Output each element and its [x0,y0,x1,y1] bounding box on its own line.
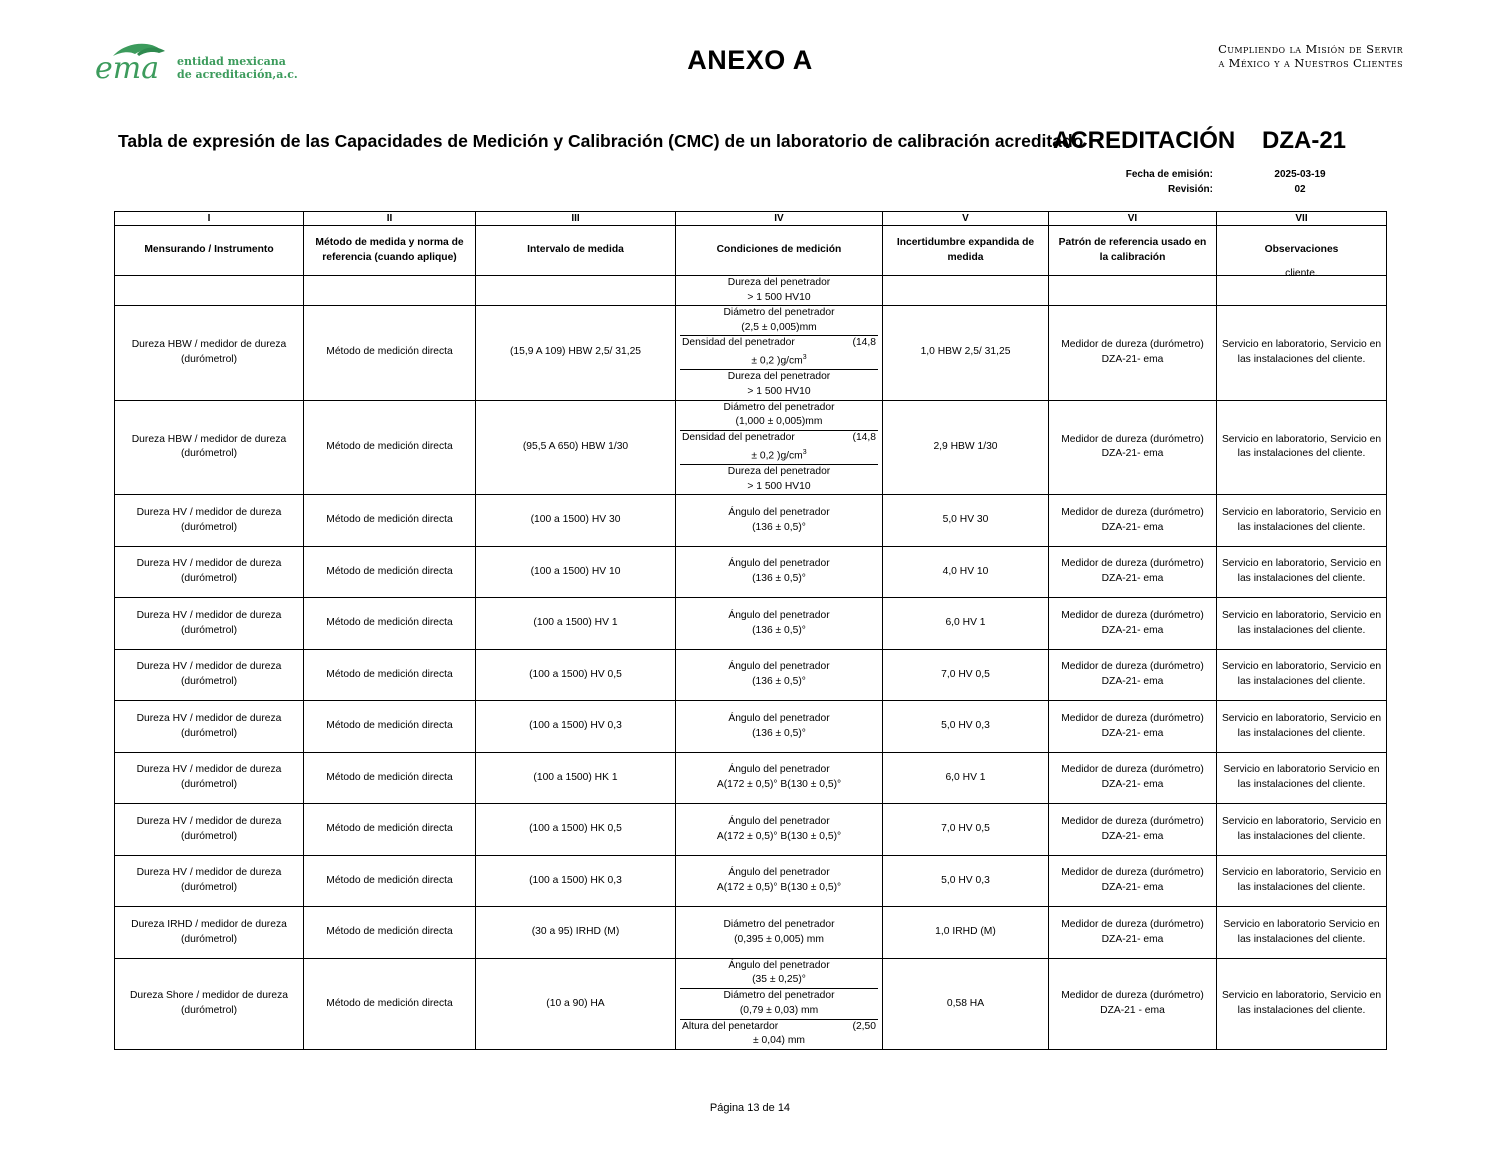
cell-mensurando: Dureza IRHD / medidor de dureza (durómetrol) [115,907,304,959]
cell-intervalo: (100 a 1500) HK 1 [476,752,676,804]
cell-condiciones [676,400,883,495]
page-number: Página 13 de 14 [709,1102,791,1114]
cell-incertidumbre: 7,0 HV 0,5 [883,804,1049,856]
cmc-table [114,211,1387,1050]
cell-patron: Medidor de dureza (durómetro) DZA-21- ema [1049,546,1217,598]
cond-value: (0,395 ± 0,005) mm [734,933,824,945]
cell-mensurando: Dureza HBW / medidor de dureza (durómetrol) [115,306,304,401]
cell-mensurando: Dureza HV / medidor de dureza (durómetrol) [115,546,304,598]
cell-metodo: Método de medición directa [304,752,476,804]
cond-value: (136 ± 0,5)° [752,521,806,533]
header-observaciones: Observaciones [1217,226,1387,276]
cell-intervalo: (30 a 95) IRHD (M) [476,907,676,959]
cell-condiciones [676,306,883,401]
cond-label: Diámetro del penetrador [723,401,835,413]
cell-intervalo: (100 a 1500) HV 0,5 [476,649,676,701]
cond-label: Densidad del penetrador [682,432,795,444]
motto-line-1: Cumpliendo la Misión de Servir [1218,42,1403,56]
annex-title: ANEXO A [687,45,813,75]
cell-intervalo: (100 a 1500) HV 1 [476,598,676,650]
cond-label: Diámetro del penetrador [723,307,835,318]
motto [1218,42,1403,70]
cond-value: > 1 500 HV10 [747,291,811,303]
cond-diametro [680,988,878,1018]
unit-exponent: 3 [802,448,807,456]
cond-dureza [680,369,878,399]
cond-label: Densidad del penetrador [682,337,795,349]
cell-condiciones [676,855,883,907]
header-incertidumbre: Incertidumbre expandida de medida [883,226,1049,276]
cell-condiciones [676,546,883,598]
cell-condiciones [676,701,883,753]
cell-metodo: Método de medición directa [304,855,476,907]
cond-value: > 1 500 HV10 [747,385,811,397]
cond-label: Dureza del penetrador [727,277,831,288]
obs-fragment: cliente. [1285,268,1318,279]
cell-incertidumbre: 5,0 HV 0,3 [883,701,1049,753]
cond-label: Ángulo del penetrador [728,661,830,673]
cell-incertidumbre: 0,58 HA [883,958,1049,1049]
col-numeral: I [115,212,304,226]
cell-observaciones: Servicio en laboratorio, Servicio en las instalaciones del cliente. [1217,804,1387,856]
table-row [115,495,1387,547]
cell-condiciones [676,752,883,804]
col-numeral: V [883,212,1049,226]
cell-observaciones: Servicio en laboratorio, Servicio en las instalaciones del cliente. [1217,958,1387,1049]
cond-value: (2,5 ± 0,005)mm [741,321,817,333]
logo-line-2: de acreditación,a.c. [177,68,298,81]
cell-intervalo: (95,5 A 650) HBW 1/30 [476,400,676,495]
unit-exponent: 3 [802,354,807,362]
cond-label: Diámetro del penetrador [723,918,835,930]
cell-intervalo: (100 a 1500) HV 10 [476,546,676,598]
document-title: Tabla de expresión de las Capacidades de Medición y Calibración (CMC) de un laboratorio de calibración acreditado [118,131,1084,151]
cond-value: > 1 500 HV10 [747,480,811,492]
cell-patron: Medidor de dureza (durómetro) DZA-21 - ema [1049,958,1217,1049]
cell-patron: Medidor de dureza (durómetro) DZA-21- ema [1049,306,1217,401]
cell-patron: Medidor de dureza (durómetro) DZA-21- ema [1049,907,1217,959]
cell-metodo: Método de medición directa [304,649,476,701]
logo-line-1: entidad mexicana [177,55,286,68]
cell-patron: Medidor de dureza (durómetro) DZA-21- ema [1049,400,1217,495]
cell-condiciones [676,598,883,650]
table-row [115,958,1387,1049]
cell-incertidumbre: 4,0 HV 10 [883,546,1049,598]
header-patron: Patrón de referencia usado en la calibración [1049,226,1217,276]
table-row [115,400,1387,495]
table-row [115,649,1387,701]
cell-incertidumbre: 2,9 HBW 1/30 [883,400,1049,495]
cond-label: Dureza del penetrador [727,371,831,383]
cond-diametro [680,306,878,335]
cond-value: (0,79 ± 0,03) mm [739,1004,819,1016]
table-row [115,701,1387,753]
header-intervalo: Intervalo de medida [476,226,676,276]
cell-condiciones [676,958,883,1049]
table-row [115,546,1387,598]
revision-label: Revisión: [1167,184,1213,195]
cell-intervalo: (100 a 1500) HV 30 [476,495,676,547]
col-numeral: II [304,212,476,226]
cond-value: (14,8 [852,337,876,349]
cell-empty [1049,276,1217,306]
cell-patron: Medidor de dureza (durómetro) DZA-21- ema [1049,649,1217,701]
cell-incertidumbre: 5,0 HV 0,3 [883,855,1049,907]
cell-mensurando: Dureza HV / medidor de dureza (durómetrol) [115,495,304,547]
cell-patron: Medidor de dureza (durómetro) DZA-21- ema [1049,752,1217,804]
cell-observaciones: Servicio en laboratorio, Servicio en las instalaciones del cliente. [1217,306,1387,401]
cell-empty [883,276,1049,306]
cond-value: ± 0,2 )g/cm [751,450,803,462]
roman-header-row [115,212,1387,226]
cond-value: (136 ± 0,5)° [752,727,806,739]
cond-diametro [680,401,878,430]
cell-condiciones [676,804,883,856]
cell-incertidumbre: 1,0 IRHD (M) [883,907,1049,959]
cell-observaciones: Servicio en laboratorio, Servicio en las instalaciones del cliente. [1217,495,1387,547]
cell-observaciones: Servicio en laboratorio, Servicio en las instalaciones del cliente. [1217,400,1387,495]
column-header-row [115,226,1387,276]
cell-intervalo: (10 a 90) HA [476,958,676,1049]
cond-altura [680,1019,878,1049]
cell-incertidumbre: 6,0 HV 1 [883,752,1049,804]
header-metodo: Método de medida y norma de referencia (cuando aplique) [304,226,476,276]
cond-value: (136 ± 0,5)° [752,676,806,688]
cond-label: Ángulo del penetrador [728,959,830,971]
motto-line-2: a México y a Nuestros Clientes [1218,56,1403,70]
cond-value: A(172 ± 0,5)° B(130 ± 0,5)° [716,882,842,894]
cell-metodo: Método de medición directa [304,701,476,753]
cond-label: Ángulo del penetrador [728,712,830,724]
table-row [115,598,1387,650]
cell-metodo: Método de medición directa [304,306,476,401]
cell-patron: Medidor de dureza (durómetro) DZA-21- ema [1049,804,1217,856]
cell-incertidumbre: 1,0 HBW 2,5/ 31,25 [883,306,1049,401]
cell-observaciones: Servicio en laboratorio, Servicio en las instalaciones del cliente. [1217,649,1387,701]
cond-value: A(172 ± 0,5)° B(130 ± 0,5)° [716,830,842,842]
cond-label: Ángulo del penetrador [728,558,830,570]
issue-date-label: Fecha de emisión: [1125,169,1213,180]
cell-patron: Medidor de dureza (durómetro) DZA-21- ema [1049,598,1217,650]
cond-label: Ángulo del penetrador [728,867,830,879]
cell-intervalo: (15,9 A 109) HBW 2,5/ 31,25 [476,306,676,401]
cond-value: A(172 ± 0,5)° B(130 ± 0,5)° [716,779,842,791]
cond-label: Ángulo del penetrador [728,815,830,827]
cell-mensurando: Dureza HV / medidor de dureza (durómetrol) [115,804,304,856]
cell-metodo: Método de medición directa [304,495,476,547]
cell-condiciones [676,907,883,959]
cell-mensurando: Dureza HV / medidor de dureza (durómetrol) [115,752,304,804]
cond-label: Altura del penetardor [682,1020,779,1032]
cond-label: Ángulo del penetrador [728,764,830,776]
cell-patron: Medidor de dureza (durómetro) DZA-21- ema [1049,855,1217,907]
cell-incertidumbre: 7,0 HV 0,5 [883,649,1049,701]
cond-value: ± 0,04) mm [753,1035,805,1047]
cond-angulo [680,959,878,988]
cell-metodo: Método de medición directa [304,546,476,598]
cell-metodo: Método de medición directa [304,907,476,959]
cond-densidad [680,430,878,464]
cell-mensurando: Dureza Shore / medidor de dureza (durómetrol) [115,958,304,1049]
cond-value: (136 ± 0,5)° [752,624,806,636]
cell-metodo: Método de medición directa [304,804,476,856]
cell-metodo: Método de medición directa [304,400,476,495]
cond-value: (1,000 ± 0,005)mm [735,416,823,428]
accreditation-label: ACREDITACIÓN [1053,127,1236,154]
cell-incertidumbre: 5,0 HV 30 [883,495,1049,547]
table-row [115,804,1387,856]
cell-patron: Medidor de dureza (durómetro) DZA-21- ema [1049,495,1217,547]
cond-dureza [680,464,878,494]
cell-metodo: Método de medición directa [304,598,476,650]
table-row-continued [115,276,1387,306]
accreditation-code: DZA-21 [1262,127,1347,154]
table-row [115,855,1387,907]
cell-mensurando: Dureza HV / medidor de dureza (durómetrol) [115,649,304,701]
table-row [115,752,1387,804]
cell-observaciones: Servicio en laboratorio, Servicio en las instalaciones del cliente. [1217,701,1387,753]
cell-incertidumbre: 6,0 HV 1 [883,598,1049,650]
cell-empty [304,276,476,306]
col-numeral: IV [676,212,883,226]
cell-metodo: Método de medición directa [304,958,476,1049]
col-numeral: VII [1217,212,1387,226]
cell-observaciones [1217,268,1387,306]
cell-intervalo: (100 a 1500) HK 0,5 [476,804,676,856]
cell-mensurando: Dureza HV / medidor de dureza (durómetrol) [115,855,304,907]
issue-date-value: 2025-03-19 [1274,169,1326,180]
cell-patron: Medidor de dureza (durómetro) DZA-21- ema [1049,701,1217,753]
col-numeral: VI [1049,212,1217,226]
cell-observaciones: Servicio en laboratorio, Servicio en las instalaciones del cliente. [1217,598,1387,650]
cell-intervalo: (100 a 1500) HV 0,3 [476,701,676,753]
cell-observaciones: Servicio en laboratorio Servicio en las instalaciones del cliente. [1217,907,1387,959]
header-mensurando: Mensurando / Instrumento [115,226,304,276]
cond-label: Diámetro del penetrador [723,990,835,1002]
cell-intervalo: (100 a 1500) HK 0,3 [476,855,676,907]
table-row [115,306,1387,401]
cell-condiciones [676,495,883,547]
cell-observaciones: Servicio en laboratorio, Servicio en las instalaciones del cliente. [1217,855,1387,907]
logo-wordmark: ema [95,51,160,86]
cond-value: ± 0,2 )g/cm [751,355,803,367]
cell-empty [476,276,676,306]
cond-label: Ángulo del penetrador [728,506,830,518]
cond-value: (14,8 [852,432,876,444]
cond-value: (136 ± 0,5)° [752,573,806,585]
col-numeral: III [476,212,676,226]
cond-value: (35 ± 0,25)° [752,974,806,986]
cell-condiciones [676,276,883,306]
cell-mensurando: Dureza HV / medidor de dureza (durómetrol) [115,701,304,753]
cond-label: Dureza del penetrador [727,465,831,477]
cell-mensurando: Dureza HBW / medidor de dureza (durómetrol) [115,400,304,495]
revision-value: 02 [1294,184,1306,195]
cell-mensurando: Dureza HV / medidor de dureza (durómetrol) [115,598,304,650]
cell-condiciones [676,649,883,701]
cond-densidad [680,335,878,369]
cell-observaciones: Servicio en laboratorio, Servicio en las instalaciones del cliente. [1217,546,1387,598]
cell-observaciones: Servicio en laboratorio Servicio en las instalaciones del cliente. [1217,752,1387,804]
header-condiciones: Condiciones de medición [676,226,883,276]
cond-label: Ángulo del penetrador [728,609,830,621]
cell-empty [115,276,304,306]
table-row [115,907,1387,959]
cond-value: (2,50 [852,1020,876,1032]
